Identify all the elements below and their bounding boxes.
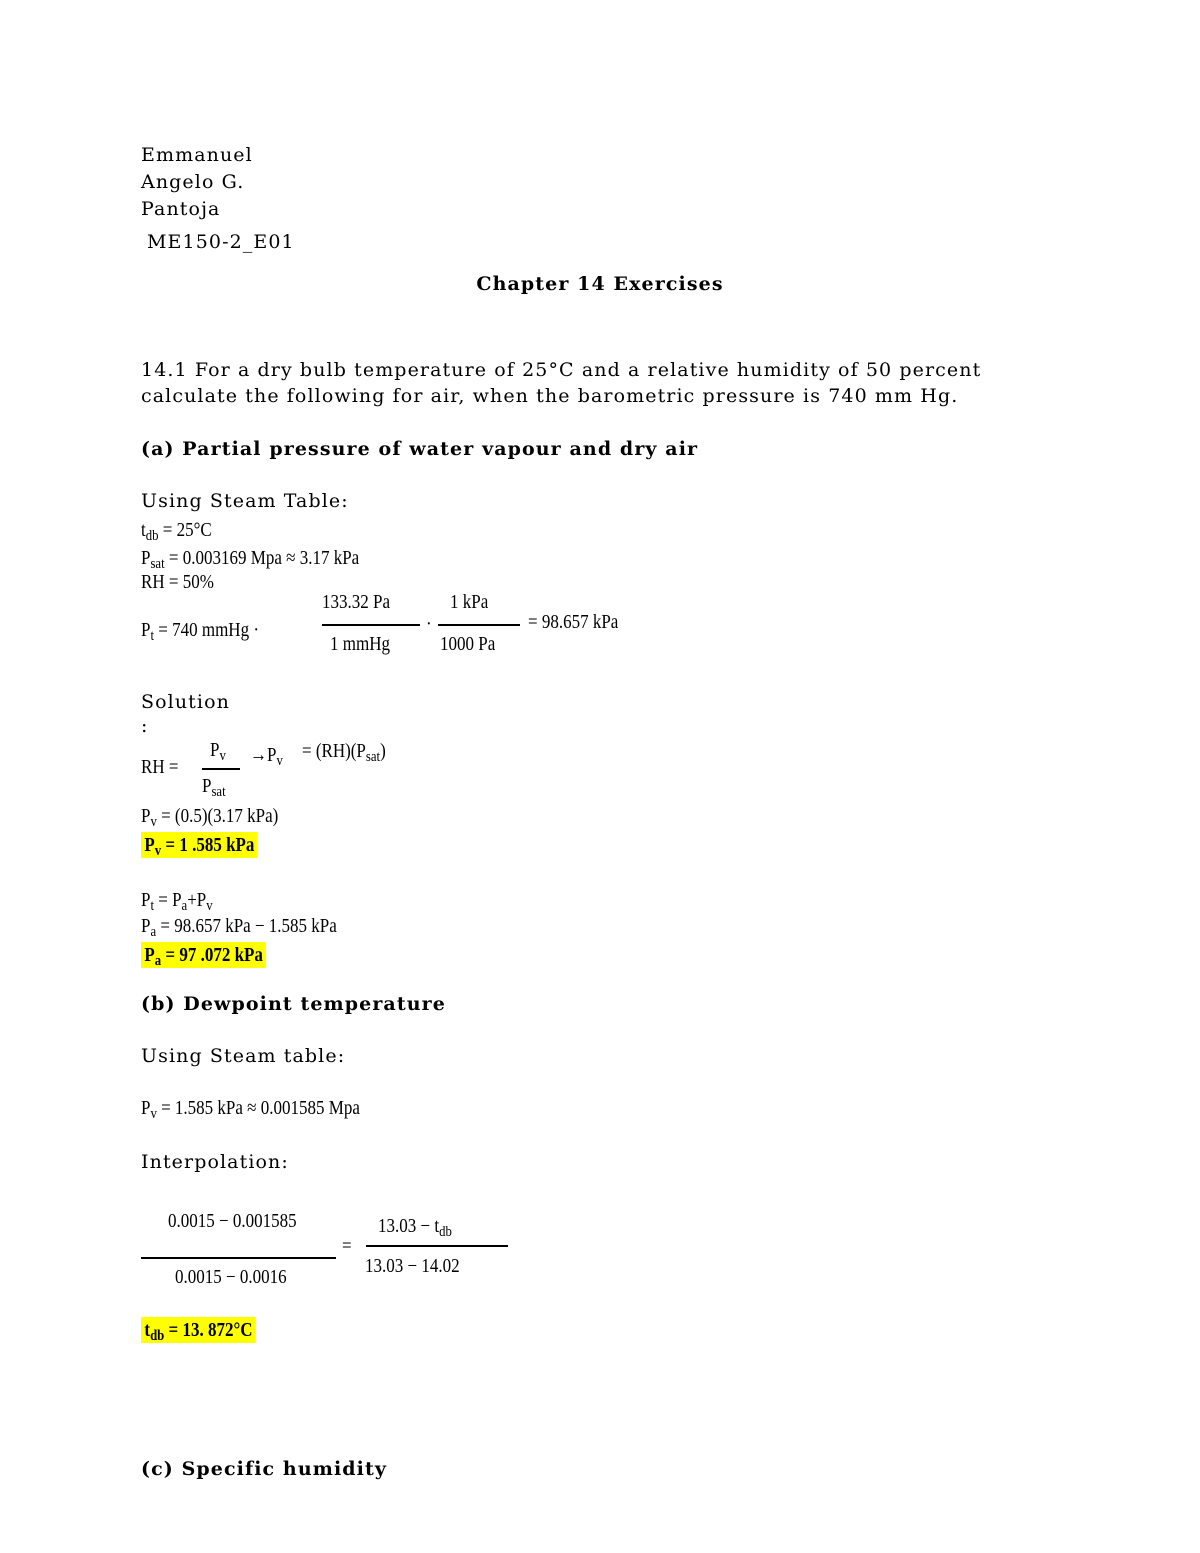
page-title: Chapter 14 Exercises <box>476 273 724 295</box>
fraction-2-denominator: 1000 Pa <box>440 633 496 655</box>
fraction-1-bar <box>322 624 420 626</box>
pa-result-highlight: $P_a = 97$ .072 kPa <box>141 943 266 973</box>
tdb-result-highlight: $t_{db} = 13$. 872°C <box>141 1318 256 1348</box>
interp-right-numerator: $13.03 - t_{db}$ <box>378 1215 452 1240</box>
fraction-1-numerator: 133.32 Pa <box>322 591 390 613</box>
author-first-name: Emmanuel <box>141 144 253 166</box>
part-b-heading: (b) Dewpoint temperature <box>141 993 446 1015</box>
part-a-heading: (a) Partial pressure of water vapour and dry air <box>141 438 699 460</box>
part-a-using-steam-table: Using Steam Table: <box>141 490 349 512</box>
interp-left-numerator: 0.0015 − 0.001585 <box>168 1210 297 1232</box>
rh-eq-numerator: $P_v$ <box>210 739 226 764</box>
rh-eq-fraction-bar <box>202 768 240 770</box>
pv-given: $P_v = 1.585$ kPa ≈ 0.001585 Mpa <box>141 1097 360 1122</box>
fraction-2-numerator: 1 kPa <box>450 591 489 613</box>
multiply-dot: · <box>426 613 432 635</box>
interp-equals: = <box>342 1235 352 1257</box>
tdb-given: $t_{db} = 25^\circ C$ <box>141 519 212 544</box>
pa-calculation: $P_a = 98.657$ kPa − 1.585 kPa <box>141 915 337 940</box>
solution-label: Solution <box>141 691 230 713</box>
author-middle-name: Angelo G. <box>141 171 245 193</box>
fraction-1-denominator: 1 mmHg <box>330 633 390 655</box>
pt-conversion-result: = 98.657 kPa <box>528 611 619 633</box>
problem-line-2: calculate the following for air, when the barometric pressure is 740 mm Hg. <box>141 385 959 407</box>
part-b-using-steam-table: Using Steam table: <box>141 1045 346 1067</box>
interpolation-label: Interpolation: <box>141 1151 289 1173</box>
pt-conversion-lhs: $P_t = 740$ mmHg · <box>141 619 259 644</box>
course-code: ME150-2_E01 <box>147 231 295 253</box>
interp-left-bar <box>141 1257 336 1259</box>
rh-given: RH = 50% <box>141 571 214 593</box>
psat-given: $P_{sat} = 0.003169$ Mpa ≈ 3.17 kPa <box>141 547 360 572</box>
rh-eq-rhs: = $(RH)(P_{sat})$ <box>302 740 386 765</box>
fraction-2-bar <box>438 624 520 626</box>
author-last-name: Pantoja <box>141 198 221 220</box>
interp-left-denominator: 0.0015 − 0.0016 <box>175 1266 287 1288</box>
rh-eq-arrow: $\to P_v$ <box>250 744 283 769</box>
problem-line-1: 14.1 For a dry bulb temperature of 25°C and a relative humidity of 50 percent <box>141 359 982 381</box>
rh-eq-denominator: $P_{sat}$ <box>202 775 226 800</box>
part-c-heading: (c) Specific humidity <box>141 1458 387 1480</box>
pv-calculation: $P_v = (0.5)(3.17$ kPa) <box>141 805 279 830</box>
rh-eq-lhs: RH = <box>141 756 179 778</box>
pv-result-highlight: $P_v = 1$ .585 kPa <box>141 833 258 863</box>
pt-sum-equation: $P_t = P_a+P_v$ <box>141 889 213 914</box>
interp-right-denominator: 13.03 − 14.02 <box>365 1255 460 1277</box>
interp-right-bar <box>366 1245 508 1247</box>
solution-colon: : <box>141 715 149 737</box>
